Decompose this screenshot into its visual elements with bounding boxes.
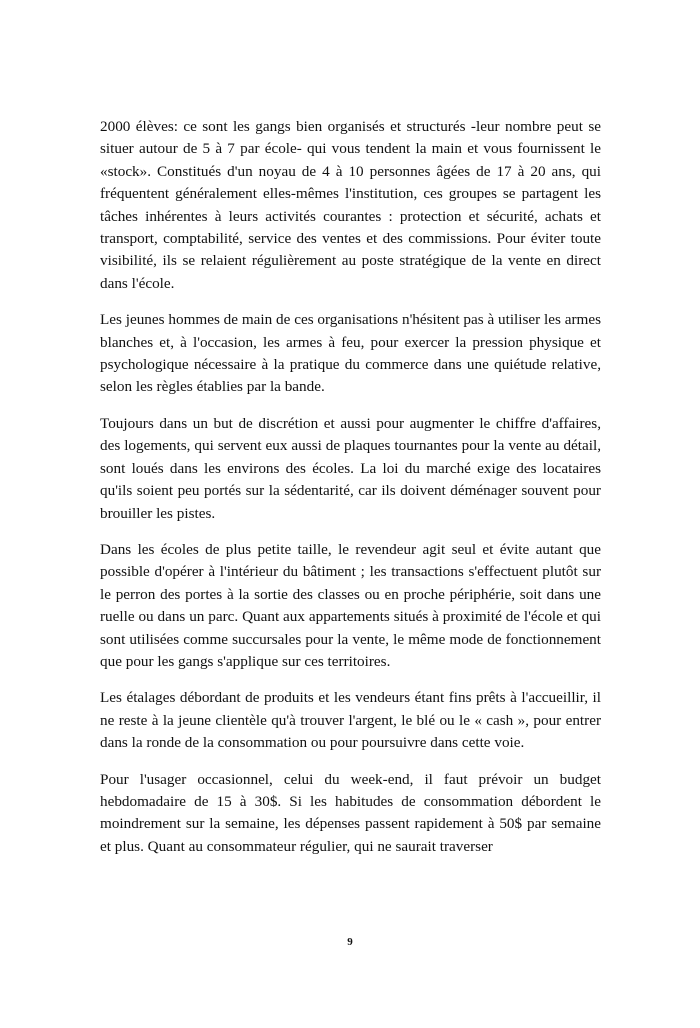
paragraph-3: Toujours dans un but de discrétion et aussi pour augmenter le chiffre d'affaires, des logements, qui servent eux aussi de plaques tournantes pour la vente au détail, sont loués dans les environs des écoles. La loi du marché exige des locataires qu'ils soient peu portés sur la sédentarité, car ils doivent déménager souvent pour brouiller les pistes. — [100, 414, 601, 522]
page-number: 9 — [347, 936, 353, 948]
paragraph-1: 2000 élèves: ce sont les gangs bien organisés et structurés -leur nombre peut se situer autour de 5 à 7 par école- qui vous tendent la main et vous fournissent le «stock». Constitués d'un noyau de 4 à 10 personnes âgées de 17 à 20 ans, qui fréquentent généralement elles-mêmes l'institution, ces groupes se partagent les tâches inhérentes à leurs activités courantes : protection et sécurité, achats et transport, comptabilité, service des ventes et des commissions. Pour éviter toute visibilité, ils se relaient régulièrement au poste stratégique de la vente en direct dans l'école. — [100, 118, 601, 292]
paragraph-2: Les jeunes hommes de main de ces organisations n'hésitent pas à utiliser les armes blanches et, à l'occasion, les armes à feu, pour exercer la pression physique et psychologique nécessaire à la pratique du commerce dans une quiétude relative, selon les règles établies par la bande. — [100, 311, 601, 396]
paragraph-5: Les étalages débordant de produits et les vendeurs étant fins prêts à l'accueillir, il ne reste à la jeune clientèle qu'à trouver l'argent, le blé ou le « cash », pour entrer dans la ronde de la consommation ou pour poursuivre dans cette voie. — [100, 689, 601, 752]
body-text — [100, 116, 601, 872]
paragraph-4: Dans les écoles de plus petite taille, le revendeur agit seul et évite autant que possible d'opérer à l'intérieur du bâtiment ; les transactions s'effectuent plutôt sur le perron des portes à la sortie des classes ou en proche périphérie, soit dans une ruelle ou dans un parc. Quant aux appartements situés à proximité de l'école et qui sont utilisées comme succursales pour la vente, le même mode de fonctionnement que pour les gangs s'applique sur ces territoires. — [100, 540, 601, 670]
paragraph-6: Pour l'usager occasionnel, celui du week-end, il faut prévoir un budget hebdomadaire de 15 à 30$. Si les habitudes de consommation débordent le moindrement sur la semaine, les dépenses passent rapidement à 50$ par semaine et plus. Quant au consommateur régulier, qui ne saurait traverser — [100, 770, 601, 855]
